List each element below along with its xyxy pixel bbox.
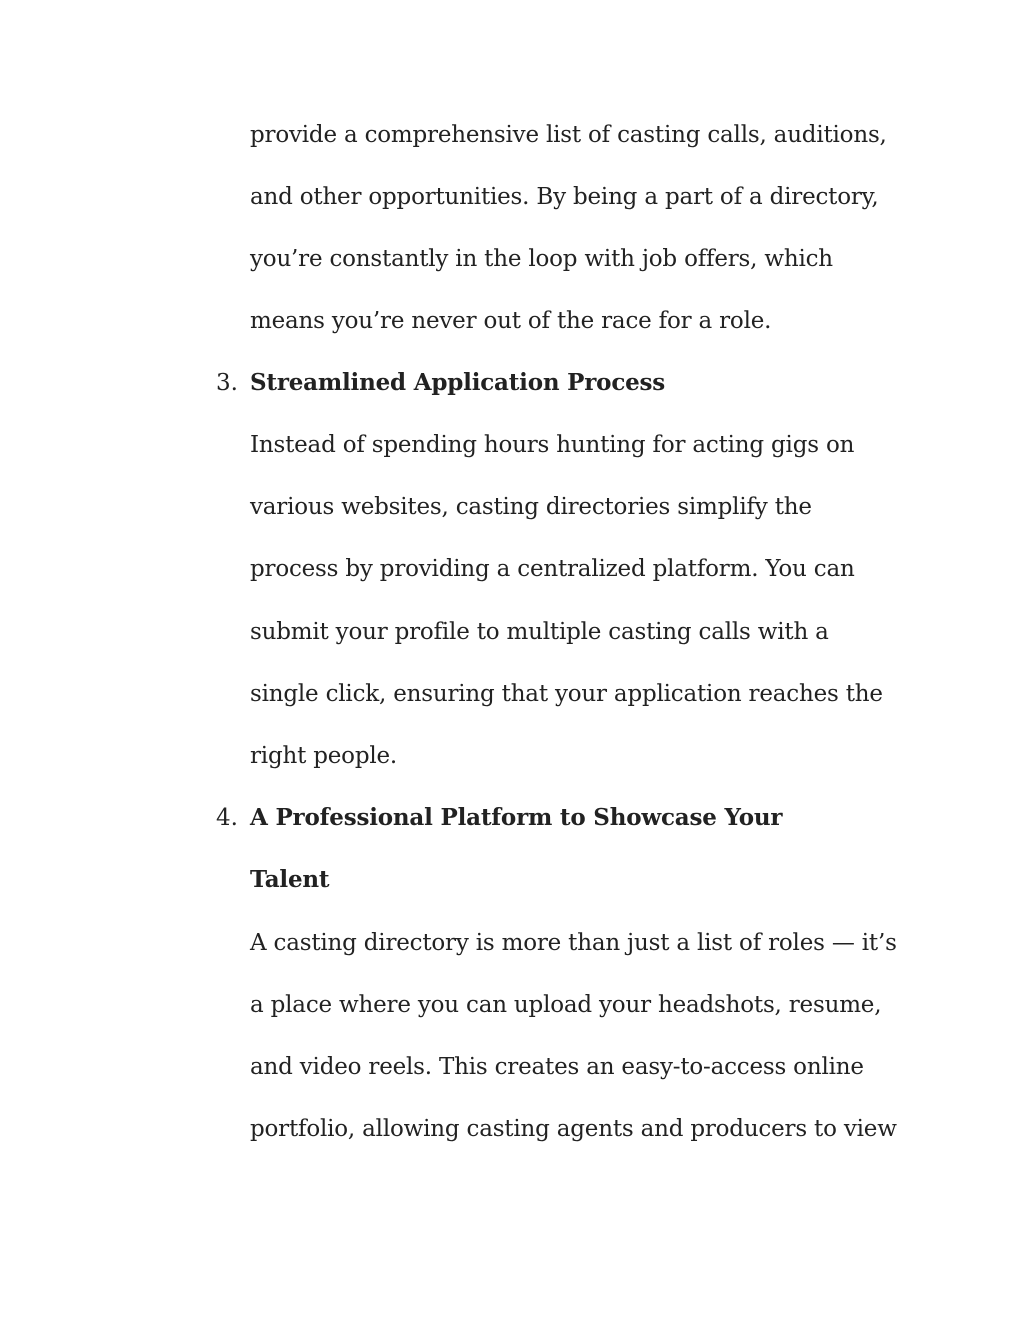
list-number: 3. [216, 370, 238, 396]
paragraph-line: and video reels. This creates an easy-to-access online [250, 1054, 864, 1080]
list-item-heading: Streamlined Application Process [250, 369, 666, 396]
list-item-heading: Talent [250, 866, 330, 893]
paragraph-line: submit your profile to multiple casting calls with a [250, 619, 829, 645]
paragraph-line: various websites, casting directories simplify the [250, 494, 812, 520]
paragraph-line: single click, ensuring that your application reaches the [250, 681, 883, 707]
paragraph-line: and other opportunities. By being a part of a directory, [250, 184, 879, 210]
paragraph-line: a place where you can upload your headshots, resume, [250, 992, 882, 1018]
list-item-heading: A Professional Platform to Showcase Your [250, 804, 783, 831]
paragraph-line: process by providing a centralized platform. You can [250, 556, 855, 582]
paragraph-line: you’re constantly in the loop with job offers, which [250, 246, 833, 272]
paragraph-line: portfolio, allowing casting agents and producers to view [250, 1116, 897, 1142]
list-number: 4. [216, 805, 238, 831]
paragraph-line: right people. [250, 743, 398, 769]
paragraph-line: A casting directory is more than just a list of roles — it’s [250, 930, 897, 956]
paragraph-line: Instead of spending hours hunting for acting gigs on [250, 432, 855, 458]
paragraph-line: provide a comprehensive list of casting calls, auditions, [250, 122, 887, 148]
paragraph-line: means you’re never out of the race for a role. [250, 308, 772, 334]
